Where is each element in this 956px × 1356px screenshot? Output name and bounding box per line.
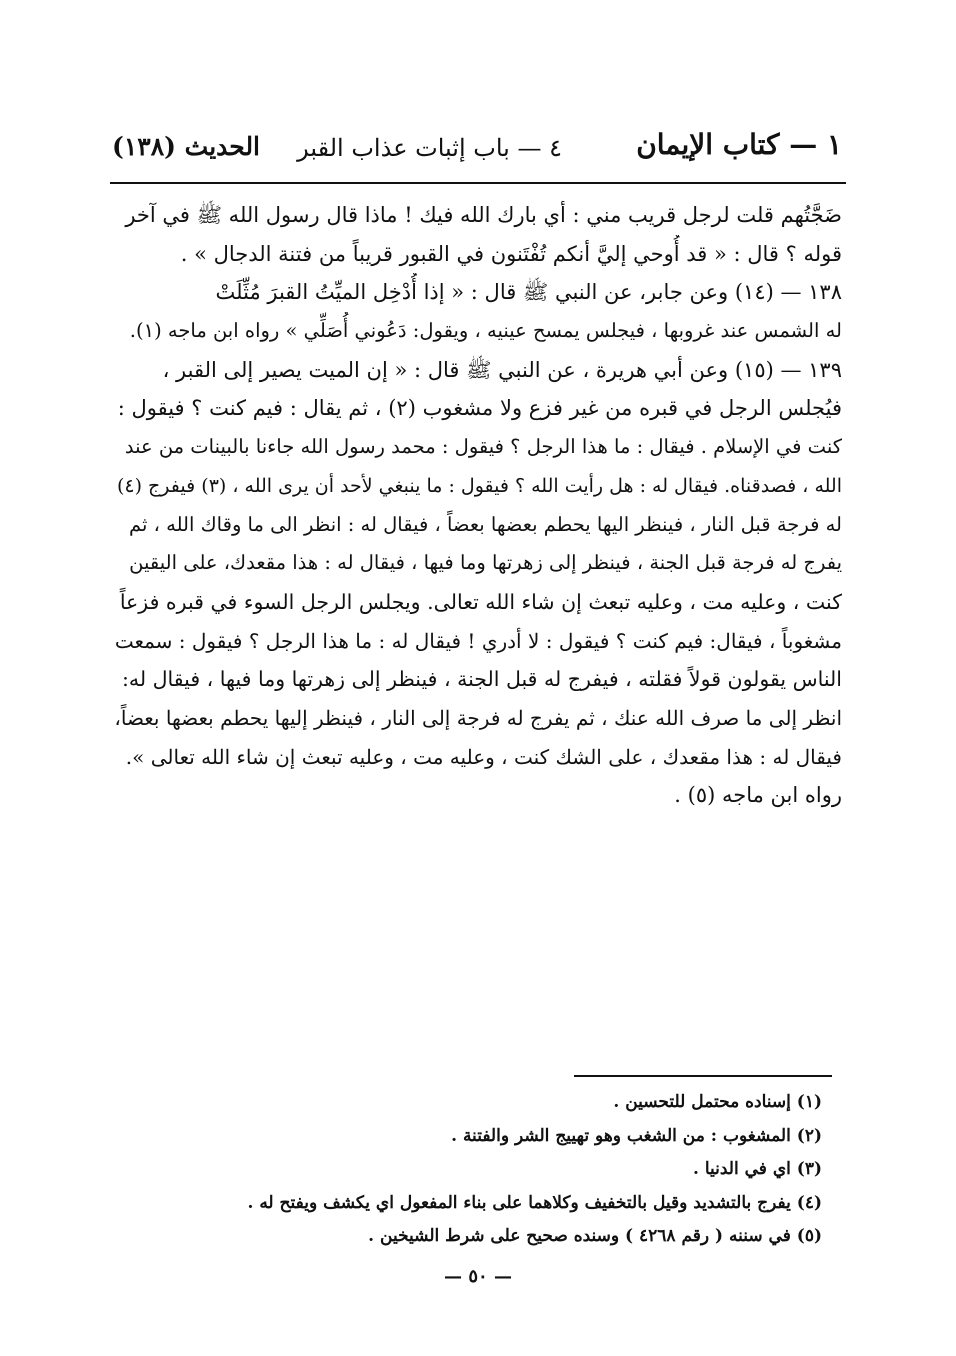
running-header	[112, 128, 842, 172]
text-line: فيُجلس الرجل في قبره من غير فزع ولا مشغوب (٢) ، ثم يقال : فيم كنت ؟ فيقول :	[117, 396, 842, 421]
text-line: كنت ، وعليه مت ، وعليه تبعث إن شاء الله تعالى. ويجلس الرجل السوء في قبره فزعاً	[119, 589, 842, 614]
footnote: (٣) اي في الدنيا .	[692, 1159, 822, 1179]
book-title: ١ — كتاب الإيمان	[636, 128, 842, 161]
text-line: له الشمس عند غروبها ، فيجلس يمسح عينيه ، ويقول: دَعُوني أُصَلِّي » رواه ابن ماجه (١).	[129, 319, 842, 343]
footnote: (٢) المشغوب : من الشغب وهو تهييج الشر والفتنة .	[451, 1125, 822, 1146]
footnote: (٤) يفرج بالتشديد وقيل بالتخفيف وكلاهما على بناء المفعول اي يكشف ويفتح له .	[247, 1192, 822, 1213]
text-line: له فرجة قبل النار ، فينظر اليها يحطم بعضها بعضاً ، فيقال له : انظر الى ما وقاك الله ، ثم	[129, 512, 842, 536]
text-line: مشغوباً ، فيقال: فيم كنت ؟ فيقول : لا أدري ! فيقال له : ما هذا الرجل ؟ فيقول : سمعت	[114, 628, 842, 653]
text-line: الله ، فصدقناه. فيقال له : هل رأيت الله ؟ فيقول : ما ينبغي لأحد أن يرى الله ، (٣) فيفرج (٤)	[116, 474, 842, 497]
text-line: كنت في الإسلام . فيقال : ما هذا الرجل ؟ فيقول : محمد رسول الله جاءنا بالبينات من عند	[124, 435, 842, 459]
text-line: انظر إلى ما صرف الله عنك ، ثم يفرج له فرجة إلى النار ، فينظر إليها يحطم بعضها بعضاً،	[114, 705, 842, 730]
footnote-divider	[574, 1075, 832, 1077]
hadith-range: الحديث (١٣٨)	[112, 132, 261, 161]
header-divider	[110, 182, 846, 184]
footnote: (٥) في سننه ( رقم ٤٢٦٨ ) وسنده صحيح على شرط الشيخين .	[368, 1226, 822, 1246]
footnotes	[190, 1086, 822, 1254]
text-line: الناس يقولون قولاً فقلته ، فيفرج له قبل الجنة ، فينظر إلى زهرتها وما فيها ، فيقال له:	[122, 667, 842, 692]
text-line: ضَجَّتُهم قلت لرجل قريب مني : أي بارك الله فيك ! ماذا قال رسول الله ﷺ في آخر	[125, 203, 842, 227]
text-line: قوله ؟ قال : « قد أُوحي إليَّ أنكم تُفْتَنون في القبور قريباً من فتنة الدجال » .	[180, 241, 842, 266]
page-number: — ٥٠ —	[444, 1266, 512, 1287]
text-line: رواه ابن ماجه (٥) .	[674, 783, 842, 808]
main-text	[112, 196, 842, 815]
text-line: فيقال له : هذا مقعدك ، على الشك كنت ، وعليه مت ، وعليه تبعث إن شاء الله تعالى ».	[125, 744, 842, 769]
chapter-title: ٤ — باب إثبات عذاب القبر	[297, 134, 562, 162]
footnote: (١) إسناده محتمل للتحسين .	[613, 1092, 822, 1112]
text-line: يفرج له فرجة قبل الجنة ، فينظر إلى زهرتها وما فيها ، فيقال له : هذا مقعدك، على اليقين	[129, 551, 842, 575]
text-line: ١٣٩ — (١٥) وعن أبي هريرة ، عن النبي ﷺ قال : « إن الميت يصير إلى القبر ،	[162, 357, 842, 382]
text-line: ١٣٨ — (١٤) وعن جابر، عن النبي ﷺ قال : « إذا أُدْخِل الميِّتُ القبرَ مُثِّلَتْ	[215, 280, 842, 305]
